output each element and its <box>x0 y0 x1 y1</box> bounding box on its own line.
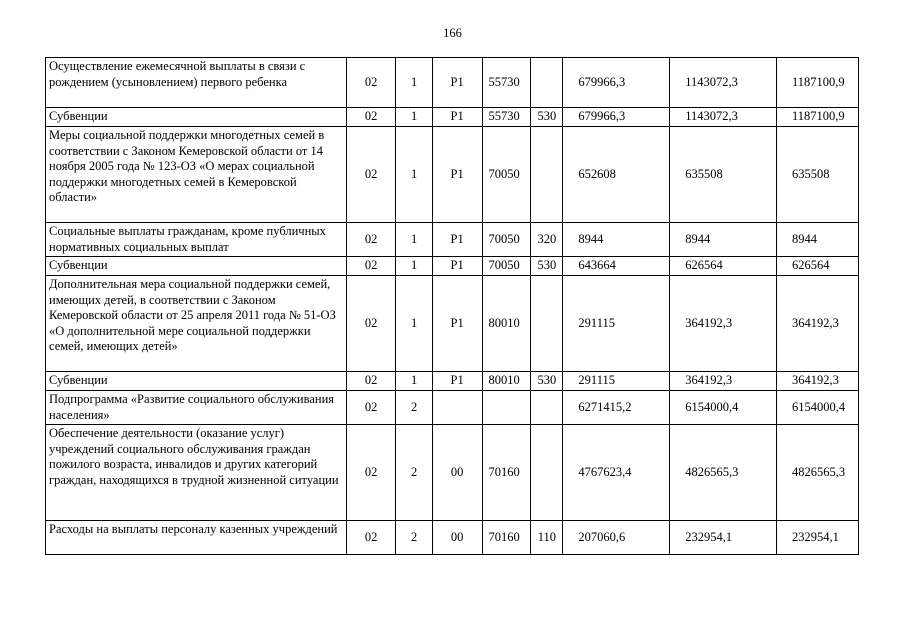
table-row <box>46 276 859 372</box>
program-code-cell: P1 <box>432 58 482 108</box>
page-number: 166 <box>443 26 462 40</box>
expense-type-cell: 530 <box>531 372 563 391</box>
program-code-cell: 00 <box>432 425 482 521</box>
amount-year2-cell: 1143072,3 <box>670 58 777 108</box>
program-code-cell: P1 <box>432 223 482 257</box>
table-row <box>46 425 859 521</box>
amount-year1-cell: 4767623,4 <box>563 425 670 521</box>
amount-year2-cell: 1143072,3 <box>670 108 777 127</box>
amount-year2-cell: 626564 <box>670 257 777 276</box>
amount-year3-cell: 6154000,4 <box>777 391 859 425</box>
amount-year3-cell: 364192,3 <box>777 276 859 372</box>
article-code-cell: 80010 <box>482 372 531 391</box>
subsection-code-cell: 2 <box>396 425 432 521</box>
amount-year3-cell: 8944 <box>777 223 859 257</box>
article-code-cell: 70050 <box>482 223 531 257</box>
row-name-cell: Субвенции <box>46 372 347 391</box>
row-name-cell: Расходы на выплаты персоналу казенных учреждений <box>46 521 347 555</box>
row-name-cell: Дополнительная мера социальной поддержки семей, имеющих детей, в соответствии с Законом Кемеровской области от 25 апреля 2011 года № 51-ОЗ «О дополнительной мере социальной поддержки семей, имеющих детей» <box>46 276 347 372</box>
amount-year1-cell: 679966,3 <box>563 58 670 108</box>
section-code-cell: 02 <box>346 58 396 108</box>
section-code-cell: 02 <box>346 391 396 425</box>
amount-year2-cell: 8944 <box>670 223 777 257</box>
article-code-cell: 55730 <box>482 58 531 108</box>
table-row <box>46 58 859 108</box>
amount-year2-cell: 635508 <box>670 127 777 223</box>
amount-year1-cell: 291115 <box>563 276 670 372</box>
expense-type-cell <box>531 391 563 425</box>
expense-type-cell: 110 <box>531 521 563 555</box>
section-code-cell: 02 <box>346 223 396 257</box>
table-row <box>46 372 859 391</box>
program-code-cell: P1 <box>432 108 482 127</box>
table-row <box>46 391 859 425</box>
expense-type-cell <box>531 425 563 521</box>
amount-year3-cell: 626564 <box>777 257 859 276</box>
subsection-code-cell: 1 <box>396 108 432 127</box>
subsection-code-cell: 2 <box>396 391 432 425</box>
amount-year3-cell: 635508 <box>777 127 859 223</box>
subsection-code-cell: 2 <box>396 521 432 555</box>
article-code-cell: 55730 <box>482 108 531 127</box>
article-code-cell: 70050 <box>482 127 531 223</box>
row-name-cell: Обеспечение деятельности (оказание услуг) учреждений социального обслуживания граждан пожилого возраста, инвалидов и других категорий граждан, находящихся в трудной жизненной ситуации <box>46 425 347 521</box>
budget-table-body <box>46 58 859 555</box>
amount-year2-cell: 6154000,4 <box>670 391 777 425</box>
article-code-cell: 70160 <box>482 521 531 555</box>
subsection-code-cell: 1 <box>396 58 432 108</box>
row-name-cell: Меры социальной поддержки многодетных семей в соответствии с Законом Кемеровской области от 14 ноября 2005 года № 123-ОЗ «О мерах социальной поддержки многодетных семей в Кемеровской области» <box>46 127 347 223</box>
section-code-cell: 02 <box>346 257 396 276</box>
amount-year1-cell: 643664 <box>563 257 670 276</box>
expense-type-cell <box>531 276 563 372</box>
amount-year2-cell: 232954,1 <box>670 521 777 555</box>
amount-year2-cell: 364192,3 <box>670 276 777 372</box>
section-code-cell: 02 <box>346 425 396 521</box>
amount-year3-cell: 1187100,9 <box>777 58 859 108</box>
amount-year1-cell: 6271415,2 <box>563 391 670 425</box>
expense-type-cell <box>531 127 563 223</box>
table-row <box>46 127 859 223</box>
subsection-code-cell: 1 <box>396 372 432 391</box>
table-row <box>46 108 859 127</box>
table-row <box>46 521 859 555</box>
amount-year3-cell: 4826565,3 <box>777 425 859 521</box>
expense-type-cell <box>531 58 563 108</box>
subsection-code-cell: 1 <box>396 276 432 372</box>
row-name-cell: Осуществление ежемесячной выплаты в связи с рождением (усыновлением) первого ребенка <box>46 58 347 108</box>
program-code-cell: P1 <box>432 257 482 276</box>
amount-year1-cell: 652608 <box>563 127 670 223</box>
amount-year1-cell: 291115 <box>563 372 670 391</box>
program-code-cell: 00 <box>432 521 482 555</box>
subsection-code-cell: 1 <box>396 127 432 223</box>
amount-year1-cell: 207060,6 <box>563 521 670 555</box>
row-name-cell: Социальные выплаты гражданам, кроме публичных нормативных социальных выплат <box>46 223 347 257</box>
program-code-cell <box>432 391 482 425</box>
section-code-cell: 02 <box>346 521 396 555</box>
amount-year3-cell: 364192,3 <box>777 372 859 391</box>
table-row <box>46 257 859 276</box>
article-code-cell <box>482 391 531 425</box>
amount-year3-cell: 1187100,9 <box>777 108 859 127</box>
row-name-cell: Подпрограмма «Развитие социального обслуживания населения» <box>46 391 347 425</box>
amount-year2-cell: 4826565,3 <box>670 425 777 521</box>
program-code-cell: P1 <box>432 372 482 391</box>
amount-year2-cell: 364192,3 <box>670 372 777 391</box>
amount-year3-cell: 232954,1 <box>777 521 859 555</box>
amount-year1-cell: 679966,3 <box>563 108 670 127</box>
expense-type-cell: 530 <box>531 257 563 276</box>
row-name-cell: Субвенции <box>46 257 347 276</box>
expense-type-cell: 530 <box>531 108 563 127</box>
expense-type-cell: 320 <box>531 223 563 257</box>
row-name-cell: Субвенции <box>46 108 347 127</box>
article-code-cell: 70160 <box>482 425 531 521</box>
amount-year1-cell: 8944 <box>563 223 670 257</box>
table-row <box>46 223 859 257</box>
subsection-code-cell: 1 <box>396 257 432 276</box>
section-code-cell: 02 <box>346 127 396 223</box>
section-code-cell: 02 <box>346 276 396 372</box>
budget-table <box>45 57 859 555</box>
program-code-cell: P1 <box>432 276 482 372</box>
subsection-code-cell: 1 <box>396 223 432 257</box>
section-code-cell: 02 <box>346 108 396 127</box>
article-code-cell: 70050 <box>482 257 531 276</box>
program-code-cell: P1 <box>432 127 482 223</box>
article-code-cell: 80010 <box>482 276 531 372</box>
section-code-cell: 02 <box>346 372 396 391</box>
